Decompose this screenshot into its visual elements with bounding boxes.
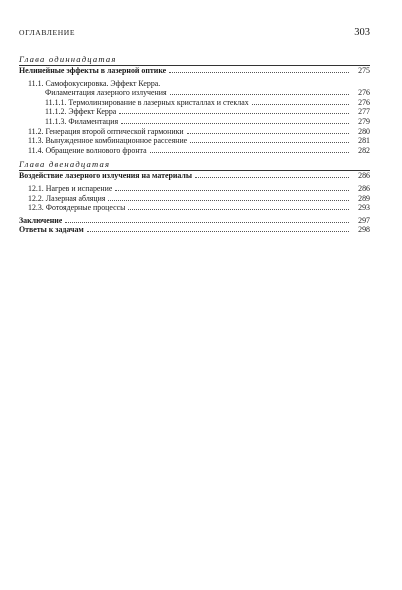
toc-title: 11.1.2. Эффект Керра <box>45 107 117 117</box>
toc-title: 12.3. Фотоядерные процессы <box>28 203 126 213</box>
dot-leader <box>128 203 349 210</box>
dot-leader <box>187 127 349 134</box>
toc-entry <box>19 98 370 108</box>
toc-page: 276 <box>358 88 370 98</box>
toc-entry <box>19 184 370 194</box>
toc-entry <box>19 203 370 213</box>
toc-title: Нелинейные эффекты в лазерной оптике <box>19 66 167 75</box>
toc-entry <box>19 117 370 127</box>
toc-title: 11.3. Вынужденное комбинационное рассеяние <box>28 136 188 146</box>
chapter-label: Глава двенадцатая <box>19 159 111 170</box>
toc-title: 11.2. Генерация второй оптической гармоники <box>28 126 184 136</box>
page-number: 303 <box>354 27 370 38</box>
toc-conclusion-entry <box>19 216 370 226</box>
toc-page: 293 <box>358 203 370 213</box>
toc-chapter-entry <box>19 66 370 76</box>
toc-entry <box>19 127 370 137</box>
toc-page: 275 <box>358 66 370 75</box>
dot-leader <box>190 136 349 143</box>
toc-page: 297 <box>358 215 370 225</box>
toc-title: Ответы к задачам <box>19 225 84 235</box>
toc-title: Филаментация лазерного излучения <box>45 88 167 98</box>
toc-entry <box>19 136 370 146</box>
dot-leader <box>108 194 349 201</box>
dot-leader <box>115 184 349 191</box>
toc-page: 286 <box>358 171 370 181</box>
table-of-contents <box>19 53 370 235</box>
dot-leader <box>169 66 349 73</box>
toc-title: 11.1.3. Филаментация <box>45 116 119 126</box>
toc-title: 12.1. Нагрев и испарение <box>28 183 113 193</box>
toc-page: 286 <box>358 183 370 193</box>
dot-leader <box>170 88 349 95</box>
dot-leader <box>195 171 349 178</box>
chapter-label: Глава одиннадцатая <box>19 54 117 64</box>
toc-page: 289 <box>358 193 370 203</box>
running-head <box>19 27 370 38</box>
toc-page: 277 <box>358 107 370 117</box>
toc-entry <box>19 107 370 117</box>
toc-title: 11.1. Самофокусировка. Эффект Керра. <box>28 78 161 88</box>
toc-title: 12.2. Лазерная абляция <box>28 193 106 203</box>
toc-page: 279 <box>358 116 370 126</box>
toc-page: 282 <box>358 145 370 155</box>
toc-entry <box>19 79 370 89</box>
toc-page: 280 <box>358 126 370 136</box>
toc-page: 298 <box>358 225 370 235</box>
toc-title: Воздействие лазерного излучения на материалы <box>19 171 192 181</box>
toc-entry <box>19 146 370 156</box>
toc-page: 281 <box>358 136 370 146</box>
dot-leader <box>252 98 349 105</box>
dot-leader <box>119 107 349 114</box>
dot-leader <box>121 117 349 124</box>
toc-page: 276 <box>358 97 370 107</box>
toc-title: 11.1.1. Термолинзирование в лазерных кристаллах и стеклах <box>45 97 249 107</box>
running-title: ОГЛАВЛЕНИЕ <box>19 28 76 37</box>
toc-entry <box>19 194 370 204</box>
dot-leader <box>87 225 349 232</box>
dot-leader <box>65 216 349 223</box>
toc-title: Заключение <box>19 215 63 225</box>
toc-title: 11.4. Обращение волнового фронта <box>28 145 147 155</box>
dot-leader <box>150 146 349 153</box>
toc-chapter-entry <box>19 171 370 181</box>
toc-answers-entry <box>19 225 370 235</box>
toc-entry-continuation <box>19 88 370 98</box>
